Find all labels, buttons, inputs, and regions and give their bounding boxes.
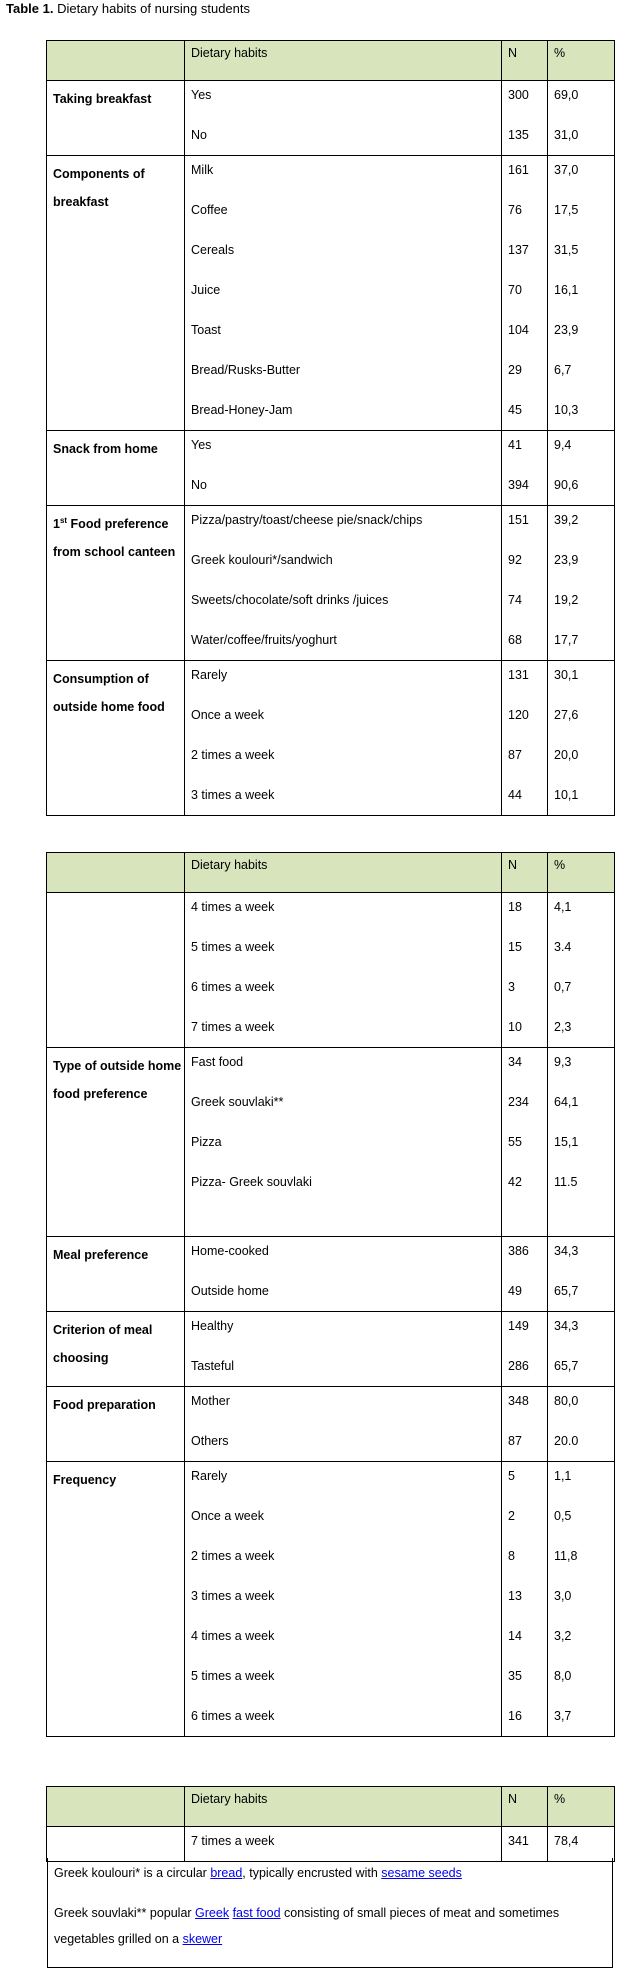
category-cell	[47, 431, 185, 506]
n-value: 87	[508, 748, 522, 762]
category-label: Food preparation	[53, 1398, 156, 1412]
category-label: Snack from home	[53, 442, 158, 456]
n-value: 35	[508, 1669, 522, 1683]
n-value: 286	[508, 1359, 529, 1373]
table-group-row	[47, 431, 615, 506]
habit-cell	[185, 1462, 502, 1737]
percent-value: 11,8	[554, 1549, 578, 1563]
category-cell	[47, 661, 185, 816]
n-value: 348	[508, 1394, 529, 1408]
header-n-label: N	[508, 1792, 518, 1806]
habit-label: Rarely	[191, 1469, 228, 1483]
n-value: 45	[508, 403, 522, 417]
table-group-row	[47, 506, 615, 661]
n-value: 131	[508, 668, 529, 682]
percent-value: 2,3	[554, 1020, 572, 1034]
header-dietary-habits-label: Dietary habits	[191, 1792, 268, 1806]
table-group-row	[47, 1312, 615, 1387]
percent-value: 78,4	[554, 1834, 579, 1848]
n-value: 149	[508, 1319, 529, 1333]
percent-value: 4,1	[554, 900, 572, 914]
habit-label: Outside home	[191, 1284, 269, 1298]
table-group-row	[47, 1237, 615, 1312]
percent-value: 10,3	[554, 403, 579, 417]
table-caption	[6, 1, 250, 16]
percent-value: 65,7	[554, 1284, 579, 1298]
percent-cell	[548, 156, 615, 431]
link-sesame-seeds[interactable]: sesame seeds	[381, 1866, 462, 1880]
habit-label: 5 times a week	[191, 940, 275, 954]
habit-label: Yes	[191, 88, 212, 102]
percent-value: 20,0	[554, 748, 579, 762]
percent-value: 3,2	[554, 1629, 572, 1643]
category-number: 1	[53, 517, 60, 531]
n-value: 13	[508, 1589, 522, 1603]
n-value: 70	[508, 283, 522, 297]
n-cell	[502, 1237, 548, 1312]
habit-label: No	[191, 128, 207, 142]
percent-value: 6,7	[554, 363, 572, 377]
n-value: 120	[508, 708, 529, 722]
percent-value: 80,0	[554, 1394, 579, 1408]
n-cell	[502, 1462, 548, 1737]
habit-label: 5 times a week	[191, 1669, 275, 1683]
percent-cell	[548, 1237, 615, 1312]
footnote-text: Greek souvlaki** popular	[54, 1906, 196, 1920]
footnote-souvlaki-cont	[48, 1926, 612, 1952]
habit-label: 2 times a week	[191, 748, 275, 762]
category-label	[53, 1827, 184, 1831]
n-value: 135	[508, 128, 529, 142]
header-percent-label: %	[554, 46, 566, 60]
habit-label: 6 times a week	[191, 1709, 275, 1723]
habit-label: 4 times a week	[191, 900, 275, 914]
percent-value: 19,2	[554, 593, 579, 607]
habit-cell	[185, 431, 502, 506]
habit-label: Mother	[191, 1394, 230, 1408]
n-value: 41	[508, 438, 522, 452]
n-value: 386	[508, 1244, 529, 1258]
n-value: 74	[508, 593, 522, 607]
n-value: 161	[508, 163, 529, 177]
n-value: 10	[508, 1020, 522, 1034]
percent-value: 34,3	[554, 1319, 579, 1333]
category-label: Criterion of meal choosing	[53, 1323, 153, 1365]
percent-value: 31,5	[554, 243, 579, 257]
category-cell	[47, 1827, 185, 1862]
habit-label: Bread/Rusks-Butter	[191, 363, 301, 377]
n-value: 18	[508, 900, 522, 914]
habit-cell	[185, 661, 502, 816]
habit-label: Home-cooked	[191, 1244, 269, 1258]
footnote-text: vegetables grilled on a	[54, 1932, 183, 1946]
percent-value: 17,7	[554, 633, 579, 647]
n-cell	[502, 1048, 548, 1237]
percent-value: 27,6	[554, 708, 579, 722]
percent-value: 0,7	[554, 980, 572, 994]
category-label: Consumption of outside home food	[53, 672, 165, 714]
n-cell	[502, 506, 548, 661]
table-group-row	[47, 156, 615, 431]
footnote-koulouri	[48, 1858, 612, 1886]
table-group-row	[47, 661, 615, 816]
n-cell	[502, 431, 548, 506]
habit-label: Fast food	[191, 1055, 244, 1069]
n-cell	[502, 1312, 548, 1387]
n-value: 3	[508, 980, 515, 994]
n-cell	[502, 1387, 548, 1462]
percent-cell	[548, 893, 615, 1048]
n-value: 341	[508, 1834, 529, 1848]
habit-cell	[185, 1387, 502, 1462]
habit-label: Bread-Honey-Jam	[191, 403, 293, 417]
habit-label: 3 times a week	[191, 788, 275, 802]
footnote-text: Greek koulouri* is a circular	[54, 1866, 211, 1880]
percent-value: 64,1	[554, 1095, 579, 1109]
habit-label: Once a week	[191, 1509, 264, 1523]
percent-value: 39,2	[554, 513, 579, 527]
category-cell	[47, 1312, 185, 1387]
n-value: 151	[508, 513, 529, 527]
table-group-row	[47, 893, 615, 1048]
percent-value: 11.5	[554, 1175, 578, 1189]
habit-cell	[185, 1048, 502, 1237]
habit-label: Toast	[191, 323, 221, 337]
category-cell	[47, 893, 185, 1048]
category-label: Frequency	[53, 1473, 117, 1487]
percent-cell	[548, 661, 615, 816]
habit-label: Milk	[191, 163, 214, 177]
habit-label: Yes	[191, 438, 212, 452]
header-percent-label: %	[554, 858, 566, 872]
habit-label: Greek koulouri*/sandwich	[191, 553, 333, 567]
habit-label: Juice	[191, 283, 221, 297]
percent-value: 69,0	[554, 88, 579, 102]
n-value: 44	[508, 788, 522, 802]
habit-label: 7 times a week	[191, 1020, 275, 1034]
percent-value: 1,1	[554, 1469, 572, 1483]
habit-label: Greek souvlaki**	[191, 1095, 284, 1109]
percent-value: 90,6	[554, 478, 579, 492]
habit-label: Once a week	[191, 708, 264, 722]
table-group-row	[47, 81, 615, 156]
habit-label: No	[191, 478, 207, 492]
n-value: 92	[508, 553, 522, 567]
habit-label: 6 times a week	[191, 980, 275, 994]
n-value: 29	[508, 363, 522, 377]
percent-cell	[548, 1387, 615, 1462]
habit-cell	[185, 1827, 502, 1862]
habit-label: Sweets/chocolate/soft drinks /juices	[191, 593, 389, 607]
habit-cell	[185, 506, 502, 661]
percent-value: 9,4	[554, 438, 572, 452]
habit-cell	[185, 156, 502, 431]
n-value: 42	[508, 1175, 522, 1189]
header-empty-cell	[47, 1787, 185, 1827]
habit-cell	[185, 1237, 502, 1312]
habit-label: Pizza	[191, 1135, 222, 1149]
percent-value: 16,1	[554, 283, 579, 297]
header-empty-cell	[47, 853, 185, 893]
n-value: 2	[508, 1509, 515, 1523]
habit-label: 7 times a week	[191, 1834, 275, 1848]
percent-value: 10,1	[554, 788, 579, 802]
habit-label: Rarely	[191, 668, 228, 682]
percent-value: 3.4	[554, 940, 572, 954]
n-cell	[502, 156, 548, 431]
percent-value: 3,0	[554, 1589, 572, 1603]
percent-cell	[548, 431, 615, 506]
footnote-text: consisting of small pieces of meat and sometimes	[280, 1906, 560, 1920]
dietary-habits-table-part-3	[46, 1786, 615, 1862]
n-value: 15	[508, 940, 522, 954]
footnotes	[47, 1858, 613, 1968]
percent-cell	[548, 1827, 615, 1862]
n-value: 8	[508, 1549, 515, 1563]
category-cell	[47, 1462, 185, 1737]
header-dietary-habits-label: Dietary habits	[191, 858, 268, 872]
category-cell	[47, 156, 185, 431]
caption-text: Dietary habits of nursing students	[53, 1, 251, 16]
category-label: Meal preference	[53, 1248, 149, 1262]
percent-value: 17,5	[554, 203, 579, 217]
header-dietary-habits-label: Dietary habits	[191, 46, 268, 60]
category-cell	[47, 1048, 185, 1237]
category-label: Taking breakfast	[53, 92, 152, 106]
habit-cell	[185, 81, 502, 156]
n-value: 16	[508, 1709, 522, 1723]
header-n-label: N	[508, 858, 518, 872]
category-text: Food preference from school canteen	[53, 517, 176, 559]
category-superscript: st	[59, 515, 68, 525]
percent-cell	[548, 1462, 615, 1737]
header-percent-label: %	[554, 1792, 566, 1806]
percent-value: 3,7	[554, 1709, 572, 1723]
percent-value: 23,9	[554, 323, 579, 337]
habit-cell	[185, 1312, 502, 1387]
category-cell	[47, 1237, 185, 1312]
table-group-row	[47, 1387, 615, 1462]
dietary-habits-table-part-1	[46, 40, 615, 816]
n-cell	[502, 1827, 548, 1862]
percent-cell	[548, 1048, 615, 1237]
habit-label: Cereals	[191, 243, 235, 257]
n-cell	[502, 893, 548, 1048]
table-group-row	[47, 1048, 615, 1237]
percent-value: 65,7	[554, 1359, 579, 1373]
header-n-label: N	[508, 46, 518, 60]
habit-label: Water/coffee/fruits/yoghurt	[191, 633, 337, 647]
percent-value: 23,9	[554, 553, 579, 567]
habit-label: 2 times a week	[191, 1549, 275, 1563]
n-value: 5	[508, 1469, 515, 1483]
percent-value: 20.0	[554, 1434, 579, 1448]
n-value: 104	[508, 323, 529, 337]
category-label	[53, 506, 184, 566]
n-value: 234	[508, 1095, 529, 1109]
table-group-row	[47, 1462, 615, 1737]
category-cell	[47, 81, 185, 156]
header-empty-cell	[47, 41, 185, 81]
habit-cell	[185, 893, 502, 1048]
percent-value: 15,1	[554, 1135, 579, 1149]
percent-value: 8,0	[554, 1669, 572, 1683]
habit-label: Others	[191, 1434, 229, 1448]
habit-label: Tasteful	[191, 1359, 235, 1373]
percent-value: 0,5	[554, 1509, 572, 1523]
n-value: 394	[508, 478, 529, 492]
percent-value: 37,0	[554, 163, 579, 177]
percent-cell	[548, 81, 615, 156]
link-skewer[interactable]: skewer	[182, 1932, 223, 1946]
n-cell	[502, 81, 548, 156]
habit-label: Healthy	[191, 1319, 234, 1333]
n-value: 300	[508, 88, 529, 102]
link-bread[interactable]: bread	[210, 1866, 243, 1880]
habit-label: Pizza/pastry/toast/cheese pie/snack/chips	[191, 513, 423, 527]
dietary-habits-table-part-2	[46, 852, 615, 1737]
category-cell	[47, 506, 185, 661]
n-value: 87	[508, 1434, 522, 1448]
n-value: 137	[508, 243, 529, 257]
percent-value: 30,1	[554, 668, 579, 682]
table-group-row	[47, 1827, 615, 1862]
n-value: 68	[508, 633, 522, 647]
n-cell	[502, 661, 548, 816]
category-label: Type of outside home food preference	[53, 1059, 182, 1101]
n-value: 14	[508, 1629, 522, 1643]
percent-value: 34,3	[554, 1244, 579, 1258]
footnote-text: , typically encrusted with	[242, 1866, 382, 1880]
habit-label: Coffee	[191, 203, 228, 217]
category-label: Components of breakfast	[53, 167, 145, 209]
n-value: 34	[508, 1055, 522, 1069]
habit-label: 4 times a week	[191, 1629, 275, 1643]
percent-cell	[548, 1312, 615, 1387]
caption-label: Table 1.	[6, 1, 54, 16]
percent-value: 9,3	[554, 1055, 572, 1069]
percent-cell	[548, 506, 615, 661]
category-cell	[47, 1387, 185, 1462]
habit-label: Pizza- Greek souvlaki	[191, 1175, 312, 1189]
link-greek[interactable]: Greek	[195, 1906, 230, 1920]
footnote-souvlaki	[48, 1900, 612, 1926]
n-value: 76	[508, 203, 522, 217]
percent-value: 31,0	[554, 128, 579, 142]
n-value: 49	[508, 1284, 522, 1298]
category-label	[53, 893, 184, 897]
link-fast-food[interactable]: fast food	[232, 1906, 281, 1920]
n-value: 55	[508, 1135, 522, 1149]
habit-label: 3 times a week	[191, 1589, 275, 1603]
